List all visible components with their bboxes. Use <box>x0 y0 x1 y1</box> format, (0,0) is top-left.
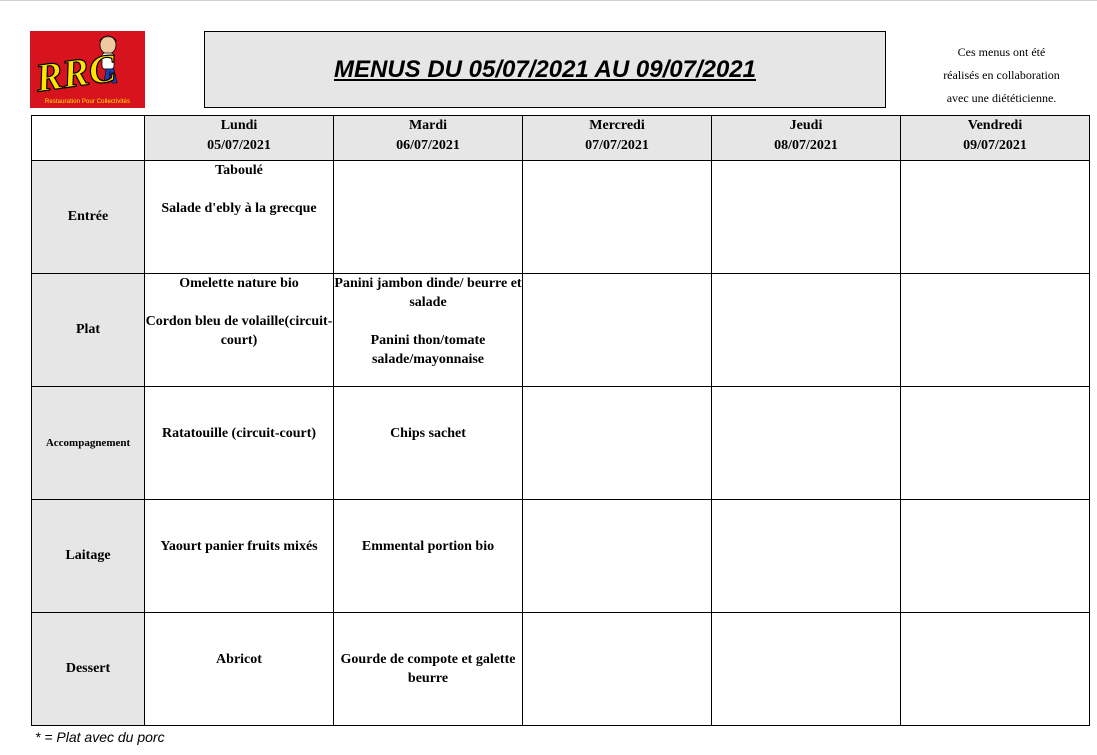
menu-cell-empty <box>523 500 712 613</box>
note-line: avec une diététicienne. <box>946 91 1057 105</box>
menu-row-accompagnement <box>32 387 1090 500</box>
day-date: 05/07/2021 <box>207 138 271 153</box>
day-name: Jeudi <box>789 118 823 133</box>
menu-cell-empty <box>901 387 1090 500</box>
rrc-logo-graphic <box>30 31 145 108</box>
corner-cell <box>32 116 145 161</box>
menu-cell-empty <box>901 500 1090 613</box>
day-header-wednesday <box>523 116 712 161</box>
menu-item: Cordon bleu de volaille(circuit-court) <box>145 314 333 348</box>
menu-item: Gourde de compote et galette beurre <box>340 652 516 686</box>
logo-tagline: Restauration Pour Collectivités <box>44 99 131 105</box>
note-line: réalisés en collaboration <box>943 68 1060 82</box>
menu-item: Taboulé <box>215 163 263 178</box>
menu-cell <box>334 274 523 387</box>
menu-cell <box>145 500 334 613</box>
menu-cell <box>145 274 334 387</box>
day-date: 09/07/2021 <box>963 138 1027 153</box>
title-box <box>204 31 886 108</box>
menu-cell <box>145 161 334 274</box>
page-title: MENUS DU 05/07/2021 AU 09/07/2021 <box>333 55 756 83</box>
menu-cell-empty <box>712 613 901 726</box>
day-header-monday <box>145 116 334 161</box>
menu-cell-empty <box>712 500 901 613</box>
row-label-entree: Entrée <box>32 161 145 274</box>
menu-item: Emmental portion bio <box>361 539 495 554</box>
day-date: 08/07/2021 <box>774 138 838 153</box>
menu-row-laitage <box>32 500 1090 613</box>
day-header-thursday <box>712 116 901 161</box>
menu-cell <box>334 613 523 726</box>
page-top-border <box>0 0 1097 1</box>
day-name: Lundi <box>220 118 258 133</box>
day-name: Mardi <box>408 118 448 133</box>
menu-cell-empty <box>712 274 901 387</box>
menu-item: Yaourt panier fruits mixés <box>160 539 318 554</box>
menu-cell <box>145 387 334 500</box>
menu-cell-empty <box>901 613 1090 726</box>
menu-item: Ratatouille (circuit-court) <box>161 426 317 441</box>
day-header-tuesday <box>334 116 523 161</box>
menu-item: Salade d'ebly à la grecque <box>161 201 317 216</box>
menu-cell-empty <box>901 274 1090 387</box>
menu-cell-empty <box>712 161 901 274</box>
menu-cell-empty <box>334 161 523 274</box>
menu-cell <box>334 500 523 613</box>
menu-item: Abricot <box>216 652 262 667</box>
menu-row-entree <box>32 161 1090 274</box>
menu-item: Omelette nature bio <box>179 276 299 291</box>
note-line: Ces menus ont été <box>957 45 1046 59</box>
day-date: 06/07/2021 <box>396 138 460 153</box>
dietitian-note <box>920 41 1083 110</box>
menu-cell <box>334 387 523 500</box>
menu-cell-empty <box>523 613 712 726</box>
menu-item: Panini jambon dinde/ beurre et salade <box>334 276 522 310</box>
row-label-laitage: Laitage <box>32 500 145 613</box>
row-label-plat: Plat <box>32 274 145 387</box>
rrc-logo <box>30 31 145 108</box>
menu-cell-empty <box>523 161 712 274</box>
day-name: Mercredi <box>589 118 645 133</box>
day-header-friday <box>901 116 1090 161</box>
header-row <box>32 116 1090 161</box>
row-label-dessert: Dessert <box>32 613 145 726</box>
menu-item: Panini thon/tomate salade/mayonnaise <box>370 333 486 367</box>
menu-cell-empty <box>901 161 1090 274</box>
menu-cell-empty <box>523 387 712 500</box>
pork-footnote: * = Plat avec du porc <box>35 729 165 745</box>
svg-text:RRC: RRC <box>32 44 119 101</box>
menu-table <box>31 115 1090 726</box>
menu-cell-empty <box>523 274 712 387</box>
menu-row-plat <box>32 274 1090 387</box>
menu-row-dessert <box>32 613 1090 726</box>
menu-cell <box>145 613 334 726</box>
day-name: Vendredi <box>967 118 1023 133</box>
row-label-accompagnement: Accompagnement <box>32 387 145 500</box>
day-date: 07/07/2021 <box>585 138 649 153</box>
menu-cell-empty <box>712 387 901 500</box>
menu-item: Chips sachet <box>390 426 466 441</box>
